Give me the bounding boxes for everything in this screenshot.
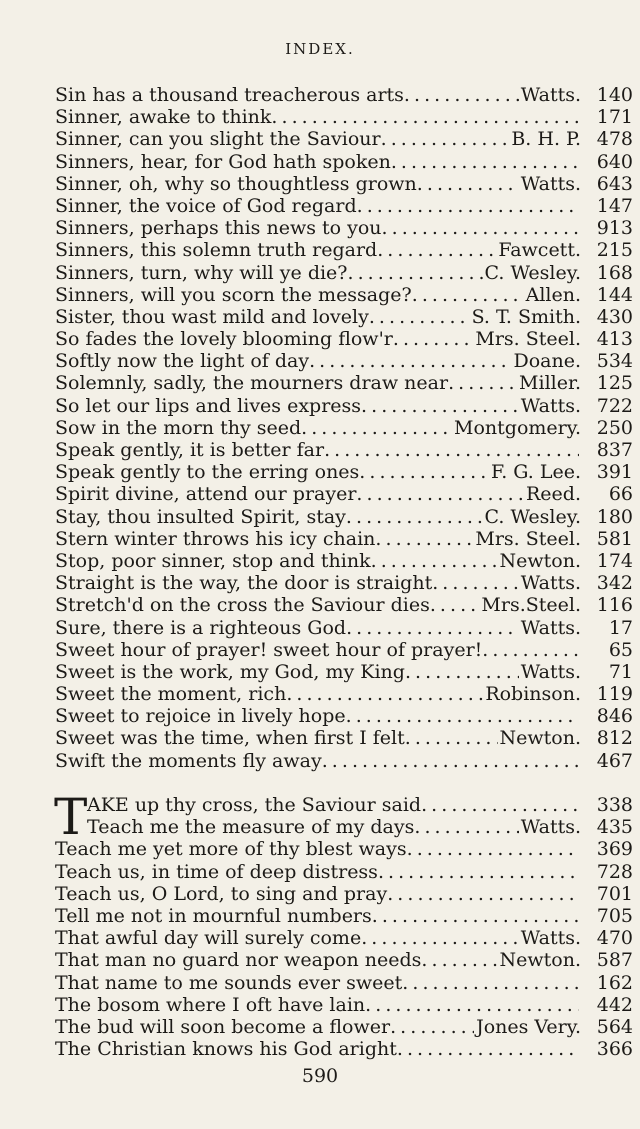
hymn-number: 17 (608, 616, 633, 639)
first-line: Stay, thou insulted Spirit, stay (55, 505, 346, 528)
index-entry (55, 328, 633, 350)
index-entry (55, 395, 633, 417)
leader-dots (356, 483, 524, 505)
author: Allen. (525, 283, 581, 306)
index-entry (55, 750, 633, 772)
first-line: Sweet to rejoice in lively hope (55, 705, 346, 728)
index-entry (55, 594, 633, 616)
hymn-number: 728 (596, 860, 633, 883)
index-entry (55, 306, 633, 328)
leader-dots (381, 128, 510, 150)
hymn-number: 701 (596, 882, 633, 905)
drop-cap: T (54, 788, 88, 846)
index-entry (55, 994, 633, 1016)
index-entry (55, 683, 633, 705)
first-line: Tell me not in mournful numbers (55, 904, 372, 927)
first-line: That name to me sounds ever sweet (55, 971, 403, 994)
leader-dots (372, 905, 579, 927)
index-entry (55, 949, 633, 971)
author: Newton. (499, 949, 581, 972)
leader-dots (405, 661, 519, 683)
leader-dots (421, 949, 497, 971)
author: Jones Very. (476, 1015, 581, 1038)
index-entry (55, 528, 633, 550)
index-entry (55, 128, 633, 150)
hymn-number: 119 (596, 683, 633, 706)
first-line: Speak gently to the erring ones (55, 461, 360, 484)
hymn-number: 643 (596, 172, 633, 195)
page-header: INDEX. (285, 40, 355, 58)
index-entry (55, 439, 633, 461)
index-entry (55, 838, 633, 860)
index-entry (55, 639, 633, 661)
leader-dots (361, 927, 519, 949)
first-line: That man no guard nor weapon needs (55, 949, 422, 972)
leader-dots (417, 173, 519, 195)
hymn-number: 478 (596, 128, 633, 151)
hymn-number: 534 (596, 350, 633, 373)
hymn-number: 581 (596, 527, 633, 550)
leader-dots (421, 794, 579, 816)
leader-dots (414, 816, 518, 838)
hymn-number: 174 (596, 549, 633, 572)
leader-dots (405, 727, 498, 749)
author: Watts. (520, 927, 581, 950)
hymn-number: 215 (596, 239, 633, 262)
hymn-number: 846 (596, 705, 633, 728)
hymn-number: 338 (596, 794, 633, 816)
leader-dots (377, 239, 496, 261)
first-line: Sinners, this solemn truth regard (55, 239, 378, 262)
leader-dots (407, 838, 579, 860)
index-entry (55, 816, 633, 838)
author: Watts. (520, 572, 581, 595)
leader-dots (391, 151, 579, 173)
index-entry (55, 173, 633, 195)
author: C. Wesley. (484, 505, 581, 528)
leader-dots (322, 750, 579, 772)
first-line: Solemnly, sadly, the mourners draw near (55, 372, 449, 395)
hymn-number: 369 (596, 838, 633, 861)
index-entry (55, 284, 633, 306)
first-line: Stretch'd on the cross the Saviour dies (55, 594, 430, 617)
first-line: The bosom where I oft have lain (55, 993, 366, 1016)
author: Robinson. (485, 683, 581, 706)
author: Montgomery. (454, 416, 581, 439)
first-line: Sweet hour of prayer! sweet hour of prayer! (55, 638, 483, 661)
first-line: AKE up thy cross, the Saviour said (87, 794, 422, 816)
first-line: Stop, poor sinner, stop and think (55, 549, 371, 572)
hymn-number: 140 (596, 84, 633, 106)
author: C. Wesley. (484, 261, 581, 284)
first-line: Sure, there is a righteous God (55, 616, 347, 639)
author: Newton. (499, 727, 581, 750)
hymn-number: 171 (596, 106, 633, 129)
leader-dots (369, 306, 470, 328)
index-entry (55, 217, 633, 239)
hymn-number: 470 (596, 927, 633, 950)
index-entry (55, 461, 633, 483)
author: Mrs. Steel. (475, 527, 581, 550)
hymn-number: 125 (596, 372, 633, 395)
author: Doane. (513, 350, 581, 373)
leader-dots (430, 594, 480, 616)
first-line: Softly now the light of day (55, 350, 310, 373)
first-line: So let our lips and lives express (55, 394, 362, 417)
hymn-number: 722 (596, 394, 633, 417)
leader-dots (359, 461, 489, 483)
index-entry (55, 661, 633, 683)
index-entry (55, 372, 633, 394)
hymn-number: 812 (596, 727, 633, 750)
hymn-number: 180 (596, 505, 633, 528)
page-number: 590 (301, 1065, 339, 1087)
author: Watts. (520, 616, 581, 639)
leader-dots (365, 994, 579, 1016)
index-entry (55, 794, 633, 816)
index-entry (55, 151, 633, 173)
first-line: Sin has a thousand treacherous arts (55, 84, 404, 106)
first-line: Sweet was the time, when first I felt (55, 727, 405, 750)
index-entry (55, 350, 633, 372)
hymn-number: 640 (596, 150, 633, 173)
hymn-number: 342 (596, 572, 633, 595)
index-entry (55, 106, 633, 128)
hymn-number: 65 (608, 638, 633, 661)
first-line: Swift the moments fly away (55, 749, 322, 772)
first-line: That awful day will surely come (55, 927, 362, 950)
leader-dots (286, 683, 483, 705)
index-list-t (54, 788, 633, 1061)
hymn-number: 162 (596, 971, 633, 994)
leader-dots (402, 972, 579, 994)
leader-dots (348, 262, 483, 284)
author: Fawcett. (498, 239, 581, 262)
first-line: Sinner, awake to think (55, 106, 272, 129)
first-line: Stern winter throws his icy chain (55, 527, 376, 550)
first-line: Teach me the measure of my days (87, 816, 415, 839)
hymn-number: 705 (596, 904, 633, 927)
first-line: Sinner, can you slight the Saviour (55, 128, 381, 151)
leader-dots (387, 883, 579, 905)
index-entry (55, 550, 633, 572)
index-entry (55, 195, 633, 217)
leader-dots (357, 195, 579, 217)
first-line: Sinner, oh, why so thoughtless grown (55, 172, 417, 195)
index-entry (55, 927, 633, 949)
leader-dots (371, 550, 498, 572)
hymn-number: 587 (596, 949, 633, 972)
leader-dots (346, 506, 483, 528)
hymn-number: 144 (596, 283, 633, 306)
first-line: Sister, thou wast mild and lovely (55, 305, 369, 328)
author: Mrs. Steel. (475, 328, 581, 351)
author: Reed. (526, 483, 581, 506)
hymn-number: 147 (596, 194, 633, 217)
hymn-number: 71 (608, 660, 633, 683)
hymn-number: 442 (596, 993, 633, 1016)
leader-dots (271, 106, 579, 128)
author: Watts. (520, 172, 581, 195)
author: Miller. (519, 372, 581, 395)
hymn-number: 66 (608, 483, 633, 506)
author: Watts. (520, 394, 581, 417)
hymn-number: 467 (596, 749, 633, 772)
first-line: Teach me yet more of thy blest ways (55, 838, 407, 861)
index-entry (55, 483, 633, 505)
first-line: Sinners, hear, for God hath spoken (55, 150, 391, 173)
leader-dots (432, 572, 519, 594)
first-line: Straight is the way, the door is straight (55, 572, 433, 595)
leader-dots (309, 350, 511, 372)
leader-dots (412, 284, 524, 306)
first-line: Sinner, the voice of God regard (55, 194, 357, 217)
leader-dots (393, 328, 473, 350)
index-entry (55, 506, 633, 528)
index-entry (55, 705, 633, 727)
index-entry (55, 1016, 633, 1038)
leader-dots (397, 1038, 579, 1060)
first-line: So fades the lovely blooming flow'r (55, 328, 393, 351)
index-entry (55, 262, 633, 284)
first-line: Sinners, will you scorn the message? (55, 283, 412, 306)
leader-dots (482, 639, 579, 661)
index-entry (55, 84, 633, 106)
author: Watts. (520, 816, 581, 839)
author: Watts. (520, 84, 581, 106)
hymn-number: 391 (596, 461, 633, 484)
first-line: Teach us, O Lord, to sing and pray (55, 882, 388, 905)
hymn-number: 564 (596, 1015, 633, 1038)
first-line: Sow in the morn thy seed (55, 416, 302, 439)
index-entry (55, 417, 633, 439)
index-entry (55, 617, 633, 639)
index-entry (55, 972, 633, 994)
leader-dots (346, 705, 579, 727)
leader-dots (324, 439, 579, 461)
hymn-number: 430 (596, 305, 633, 328)
index-entry (55, 239, 633, 261)
first-line: Sinners, turn, why will ye die? (55, 261, 348, 284)
author: S. T. Smith. (471, 305, 581, 328)
hymn-number: 435 (596, 816, 633, 839)
leader-dots (375, 528, 473, 550)
leader-dots (382, 217, 579, 239)
hymn-number: 250 (596, 416, 633, 439)
author: Mrs.Steel. (481, 594, 581, 617)
hymn-number: 366 (596, 1038, 633, 1061)
index-entry (55, 727, 633, 749)
hymn-number: 116 (596, 594, 633, 617)
leader-dots (378, 861, 579, 883)
hymn-number: 837 (596, 439, 633, 461)
author: Newton. (499, 549, 581, 572)
author: Watts. (520, 660, 581, 683)
first-line: Teach us, in time of deep distress (55, 860, 378, 883)
index-list-s (55, 84, 633, 772)
leader-dots (346, 617, 519, 639)
first-line: Speak gently, it is better far (55, 439, 325, 461)
index-entry (55, 883, 633, 905)
index-entry (55, 572, 633, 594)
index-entry (55, 861, 633, 883)
author: F. G. Lee. (490, 461, 581, 484)
author: B. H. P. (511, 128, 581, 151)
first-line: Sinners, perhaps this news to you (55, 217, 382, 240)
first-line: Sweet is the work, my God, my King (55, 660, 405, 683)
leader-dots (301, 417, 452, 439)
leader-dots (404, 84, 519, 106)
leader-dots (448, 372, 517, 394)
leader-dots (361, 395, 519, 417)
hymn-number: 413 (596, 328, 633, 351)
first-line: The bud will soon become a flower (55, 1015, 391, 1038)
first-line: The Christian knows his God aright (55, 1038, 397, 1061)
index-entry (55, 1038, 633, 1060)
hymn-number: 913 (596, 217, 633, 240)
first-line: Sweet the moment, rich (55, 683, 287, 706)
first-line: Spirit divine, attend our prayer (55, 483, 357, 506)
hymn-number: 168 (596, 261, 633, 284)
leader-dots (390, 1016, 474, 1038)
index-entry (55, 905, 633, 927)
